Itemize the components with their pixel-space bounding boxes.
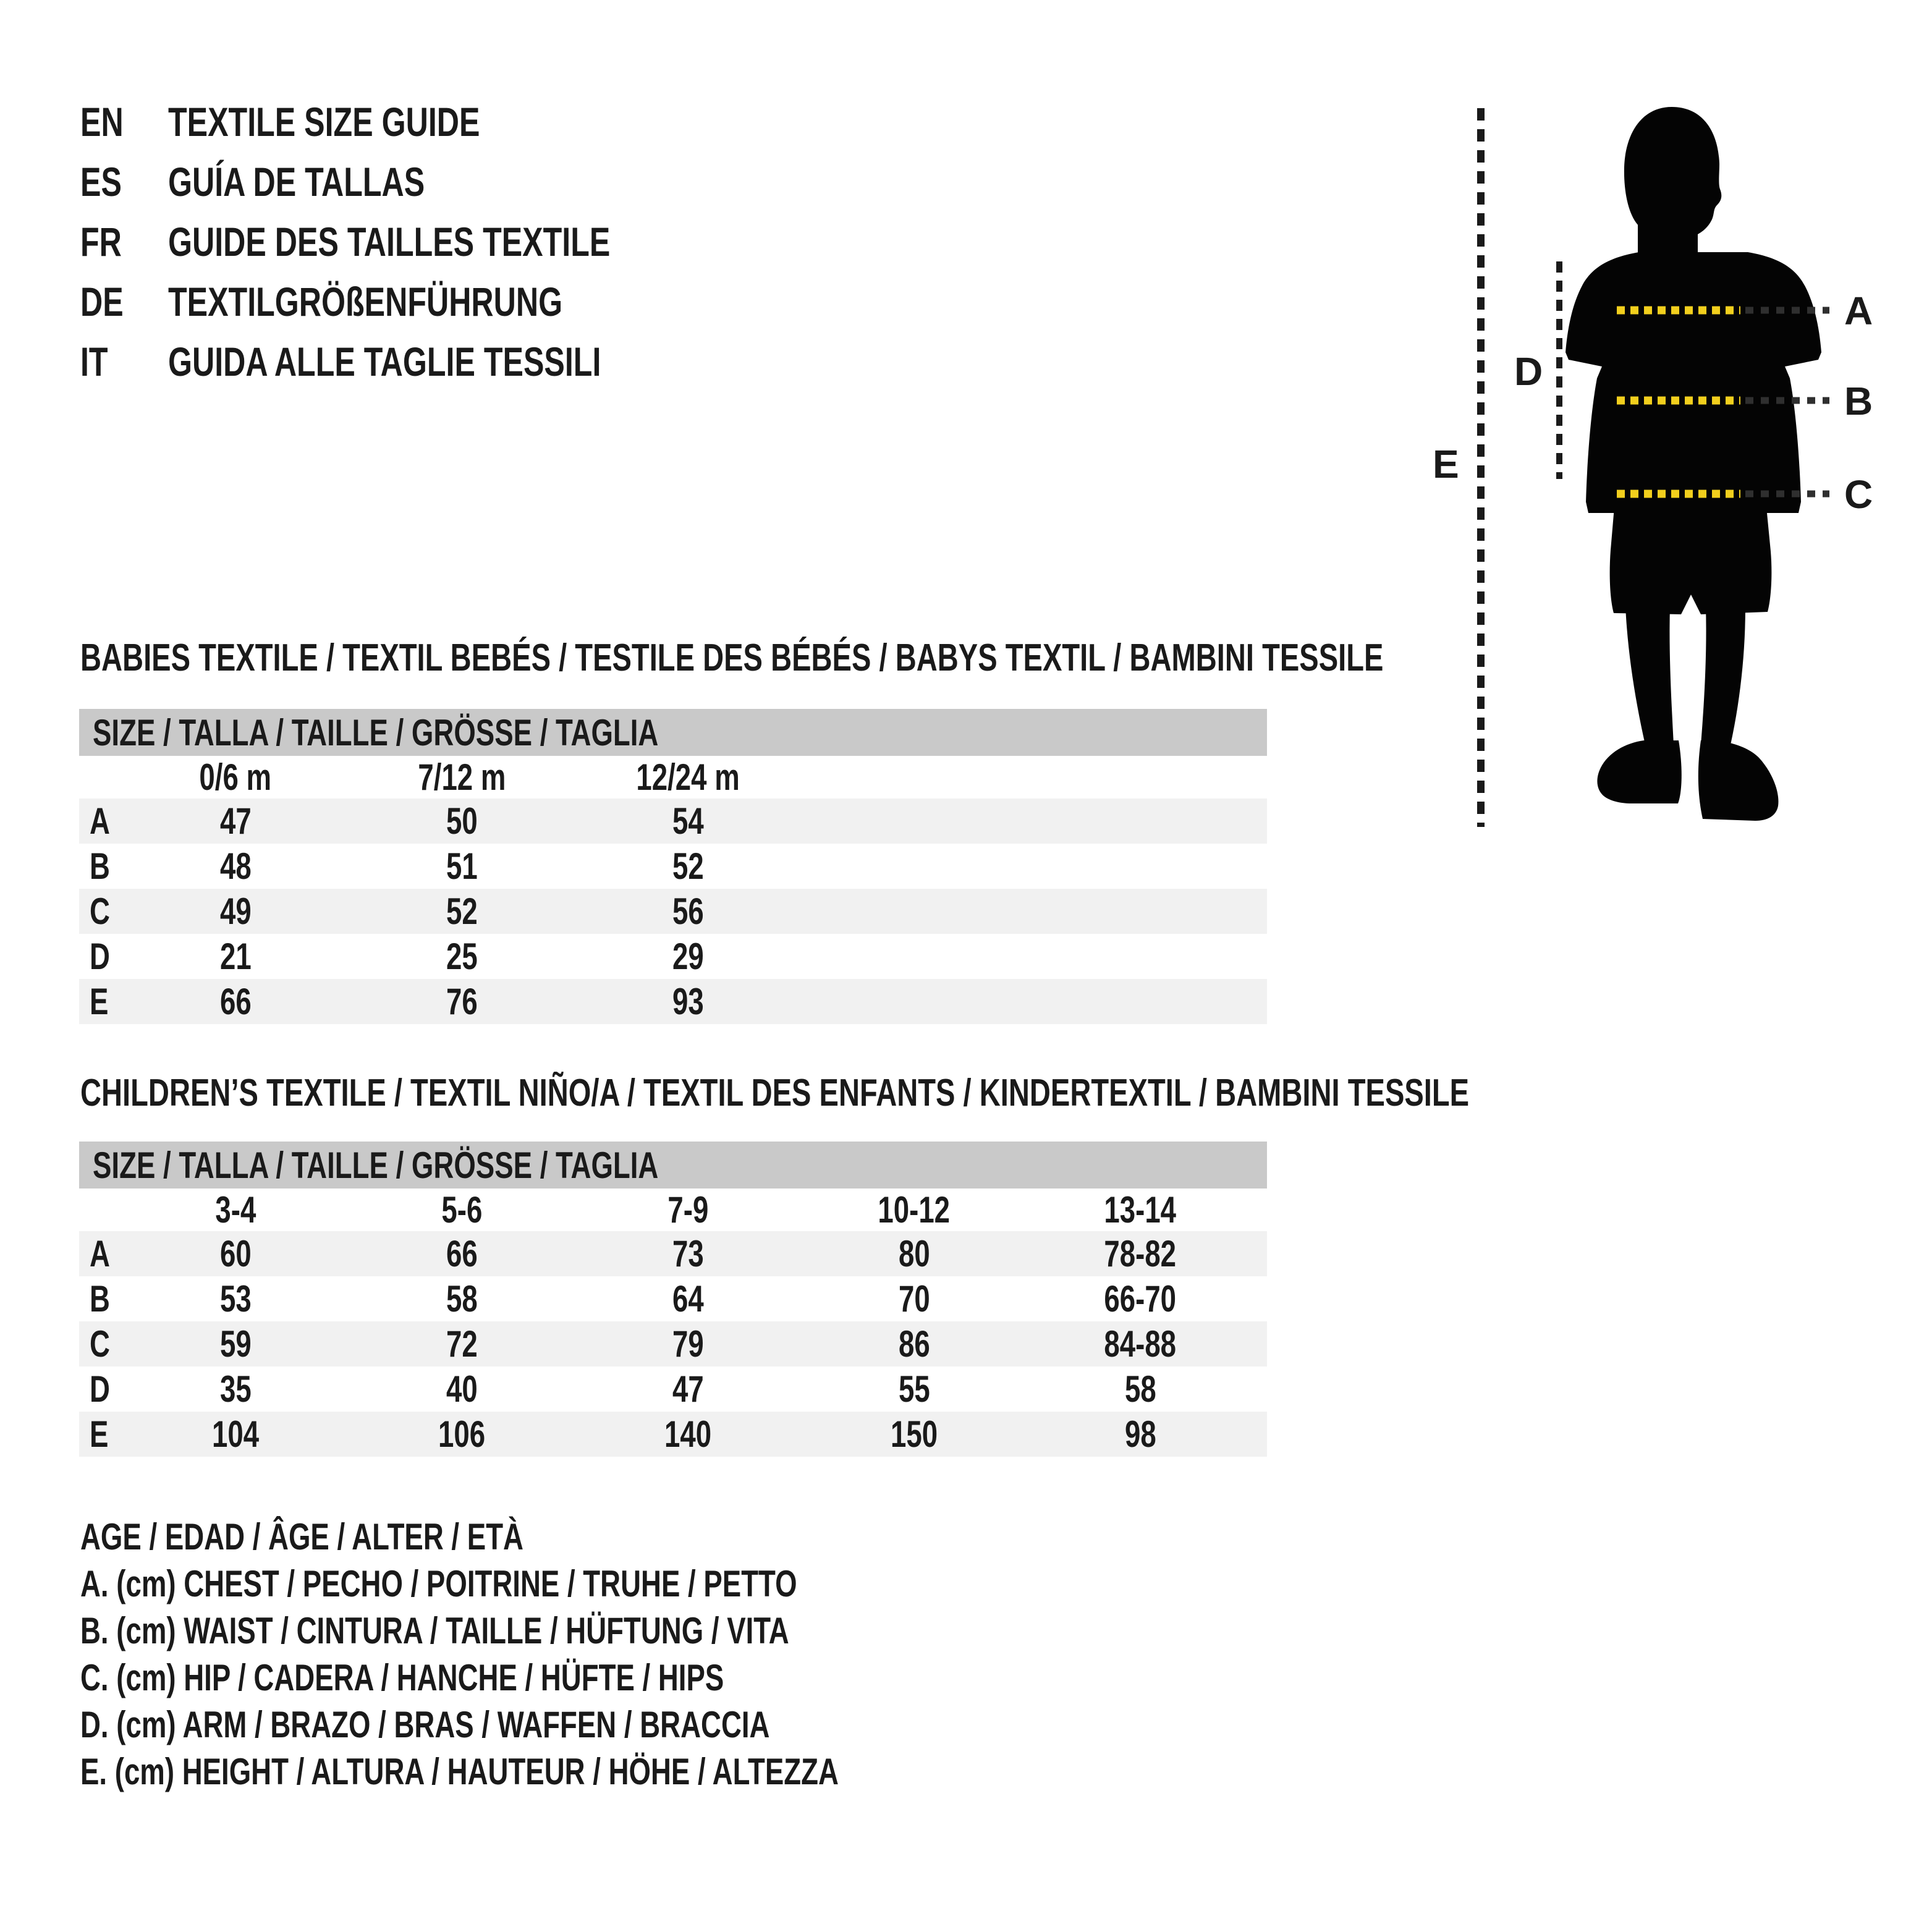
children-size-header-text: SIZE / TALLA / TAILLE / GRÖSSE / TAGLIA xyxy=(93,1144,659,1186)
table-cell xyxy=(801,1323,1027,1365)
table-cell-text: 66 xyxy=(446,1233,478,1274)
table-cell xyxy=(801,1368,1027,1410)
table-cell xyxy=(575,1277,801,1320)
language-code-fr: FR xyxy=(80,218,122,265)
row-label-text: E xyxy=(90,981,109,1022)
legend-height-text: E. (cm) HEIGHT / ALTURA / HAUTEUR / HÖHE / ALTEZZA xyxy=(80,1750,839,1792)
row-label xyxy=(79,1413,122,1455)
legend-age-line xyxy=(80,1513,1078,1560)
row-label xyxy=(79,980,122,1023)
table-cell-text: 76 xyxy=(446,981,478,1022)
guide-title-de: TEXTILGRÖßENFÜHRUNG xyxy=(168,278,563,324)
language-code-es: ES xyxy=(80,158,122,205)
table-cell xyxy=(1027,1368,1253,1410)
table-cell-text: 79 xyxy=(672,1323,704,1365)
guide-title-en: TEXTILE SIZE GUIDE xyxy=(168,98,480,145)
figure-label-b: B xyxy=(1844,379,1873,423)
guide-title-es: GUÍA DE TALLAS xyxy=(168,158,425,205)
table-cell-text: 66 xyxy=(219,981,252,1022)
children-column-header-text: 10-12 xyxy=(878,1188,951,1231)
table-cell xyxy=(122,800,349,842)
table-cell xyxy=(575,1413,801,1455)
table-cell-text: 80 xyxy=(898,1233,930,1274)
table-cell-text: 54 xyxy=(672,800,704,842)
silhouette-left-shoe xyxy=(1597,740,1681,803)
language-row-it xyxy=(80,331,750,391)
table-cell xyxy=(349,1413,575,1455)
children-column-header-text: 13-14 xyxy=(1104,1188,1177,1231)
table-cell-text: 25 xyxy=(446,936,478,977)
silhouette-head xyxy=(1624,107,1721,238)
table-cell-text: 72 xyxy=(446,1323,478,1365)
silhouette-shorts xyxy=(1610,507,1772,614)
children-column-header-text: 7-9 xyxy=(667,1188,708,1231)
table-cell-text: 104 xyxy=(211,1413,260,1455)
children-section-title-text: CHILDREN’S TEXTILE / TEXTIL NIÑO/A / TEXTIL DES ENFANTS / KINDERTEXTIL / BAMBINI TESSILE xyxy=(80,1072,1470,1114)
guide-title-fr: GUIDE DES TAILLES TEXTILE xyxy=(168,218,611,265)
table-cell xyxy=(575,890,801,933)
babies-section-title-text: BABIES TEXTILE / TEXTIL BEBÉS / TESTILE DES BÉBÉS / BABYS TEXTIL / BAMBINI TESSILE xyxy=(80,637,1384,679)
table-cell-text: 56 xyxy=(672,891,704,932)
table-cell xyxy=(349,935,575,978)
table-cell-text: 150 xyxy=(890,1413,938,1455)
children-section-title xyxy=(80,1074,1908,1112)
table-cell xyxy=(1027,1323,1253,1365)
row-label-text: B xyxy=(90,1278,110,1320)
legend-age-text: AGE / EDAD / ÂGE / ALTER / ETÀ xyxy=(80,1515,523,1557)
legend-waist-text: B. (cm) WAIST / CINTURA / TAILLE / HÜFTUNG / VITA xyxy=(80,1609,789,1651)
child-silhouette xyxy=(1566,107,1821,821)
table-cell-text: 86 xyxy=(898,1323,930,1365)
table-cell xyxy=(349,1323,575,1365)
table-cell-text: 84-88 xyxy=(1104,1323,1177,1365)
table-cell xyxy=(349,800,575,842)
table-cell xyxy=(349,845,575,888)
children-column-header-text: 3-4 xyxy=(215,1188,256,1231)
row-label-text: E xyxy=(90,1413,109,1455)
figure-label-c: C xyxy=(1844,472,1873,517)
table-cell-text: 106 xyxy=(438,1413,486,1455)
children-column-header xyxy=(801,1188,1027,1231)
language-row-fr xyxy=(80,211,750,271)
table-row xyxy=(79,1412,1267,1457)
table-cell-text: 140 xyxy=(664,1413,712,1455)
table-cell-text: 40 xyxy=(446,1368,478,1410)
children-size-header-band xyxy=(79,1142,1267,1188)
table-cell xyxy=(575,1368,801,1410)
table-cell xyxy=(122,1368,349,1410)
table-cell xyxy=(122,1413,349,1455)
figure-label-e: E xyxy=(1433,442,1459,486)
table-row xyxy=(79,934,1267,979)
table-cell xyxy=(801,1277,1027,1320)
table-cell xyxy=(575,980,801,1023)
table-cell xyxy=(122,890,349,933)
table-cell xyxy=(575,1323,801,1365)
table-cell xyxy=(122,935,349,978)
table-cell-text: 21 xyxy=(219,936,252,977)
row-label xyxy=(79,845,122,888)
row-label-text: B xyxy=(90,845,110,887)
table-cell-text: 60 xyxy=(219,1233,252,1274)
row-label xyxy=(79,1232,122,1275)
table-cell-text: 73 xyxy=(672,1233,704,1274)
row-label xyxy=(79,1277,122,1320)
table-cell xyxy=(1027,1413,1253,1455)
table-cell-text: 55 xyxy=(898,1368,930,1410)
row-label-text: C xyxy=(90,891,110,932)
language-row-en xyxy=(80,91,750,151)
figure-label-d: D xyxy=(1514,349,1543,394)
table-cell xyxy=(349,890,575,933)
row-label xyxy=(79,1368,122,1410)
children-table-header-row xyxy=(79,1188,1267,1231)
legend-height-line xyxy=(80,1748,1078,1795)
table-cell xyxy=(349,1277,575,1320)
babies-size-table xyxy=(79,755,1267,1024)
table-cell-text: 52 xyxy=(446,891,478,932)
table-cell-text: 47 xyxy=(219,800,252,842)
table-row xyxy=(79,799,1267,844)
children-column-header xyxy=(122,1188,349,1231)
legend-arm-line xyxy=(80,1701,1078,1748)
legend-waist-line xyxy=(80,1607,1078,1654)
table-cell xyxy=(575,1232,801,1275)
table-cell-text: 58 xyxy=(1124,1368,1156,1410)
table-cell-text: 35 xyxy=(219,1368,252,1410)
table-cell-text: 70 xyxy=(898,1278,930,1320)
table-cell-text: 48 xyxy=(219,845,252,887)
table-cell xyxy=(801,1413,1027,1455)
row-label xyxy=(79,935,122,978)
children-column-header xyxy=(1027,1188,1253,1231)
table-cell-text: 50 xyxy=(446,800,478,842)
table-cell xyxy=(575,935,801,978)
language-row-es xyxy=(80,151,750,211)
babies-table-header-row xyxy=(79,755,1267,799)
babies-size-header-band xyxy=(79,709,1267,756)
table-cell-text: 47 xyxy=(672,1368,704,1410)
table-row xyxy=(79,844,1267,889)
silhouette-right-shoe xyxy=(1698,740,1779,821)
table-row xyxy=(79,1231,1267,1276)
children-size-table xyxy=(79,1188,1267,1457)
babies-size-header-text: SIZE / TALLA / TAILLE / GRÖSSE / TAGLIA xyxy=(93,711,659,753)
babies-column-header xyxy=(122,756,349,799)
babies-section-title xyxy=(80,639,1795,677)
table-cell-text: 52 xyxy=(672,845,704,887)
table-cell xyxy=(122,1323,349,1365)
table-row xyxy=(79,1321,1267,1366)
silhouette-shirt xyxy=(1566,252,1821,513)
row-label-text: D xyxy=(90,936,110,977)
row-label xyxy=(79,1323,122,1365)
table-cell-text: 59 xyxy=(219,1323,252,1365)
legend-chest-text: A. (cm) CHEST / PECHO / POITRINE / TRUHE / PETTO xyxy=(80,1562,797,1604)
babies-column-header xyxy=(575,756,801,799)
table-row xyxy=(79,1366,1267,1412)
table-cell xyxy=(1027,1232,1253,1275)
children-column-header-text: 5-6 xyxy=(441,1188,482,1231)
table-cell xyxy=(122,1277,349,1320)
children-column-header xyxy=(575,1188,801,1231)
table-cell-text: 53 xyxy=(219,1278,252,1320)
row-label-text: D xyxy=(90,1368,110,1410)
language-code-it: IT xyxy=(80,338,108,384)
table-cell-text: 64 xyxy=(672,1278,704,1320)
legend-chest-line xyxy=(80,1560,1078,1607)
table-cell xyxy=(122,980,349,1023)
child-measurement-figure xyxy=(1421,74,1891,871)
table-cell xyxy=(122,1232,349,1275)
row-label-text: A xyxy=(90,800,110,842)
babies-column-header-text: 7/12 m xyxy=(418,756,506,798)
table-cell-text: 66-70 xyxy=(1104,1278,1177,1320)
row-label xyxy=(79,800,122,842)
language-row-de xyxy=(80,271,750,331)
table-cell xyxy=(1027,1277,1253,1320)
table-cell-text: 78-82 xyxy=(1104,1233,1177,1274)
table-cell xyxy=(575,800,801,842)
babies-column-header xyxy=(349,756,575,799)
table-cell-text: 98 xyxy=(1124,1413,1156,1455)
babies-column-header-text: 0/6 m xyxy=(199,756,272,798)
language-title-list xyxy=(80,91,750,391)
table-cell-text: 93 xyxy=(672,981,704,1022)
language-code-de: DE xyxy=(80,278,124,324)
table-cell-text: 49 xyxy=(219,891,252,932)
legend-arm-text: D. (cm) ARM / BRAZO / BRAS / WAFFEN / BRACCIA xyxy=(80,1703,770,1745)
legend-hip-line xyxy=(80,1654,1078,1701)
children-column-header xyxy=(349,1188,575,1231)
figure-label-a: A xyxy=(1844,289,1873,333)
table-cell xyxy=(349,1232,575,1275)
table-row xyxy=(79,889,1267,934)
table-cell-text: 29 xyxy=(672,936,704,977)
table-row xyxy=(79,979,1267,1024)
table-cell-text: 51 xyxy=(446,845,478,887)
babies-column-header-text: 12/24 m xyxy=(636,756,740,798)
row-label-text: A xyxy=(90,1233,110,1274)
legend-hip-text: C. (cm) HIP / CADERA / HANCHE / HÜFTE / HIPS xyxy=(80,1656,724,1698)
guide-title-it: GUIDA ALLE TAGLIE TESSILI xyxy=(168,338,601,384)
table-cell xyxy=(349,1368,575,1410)
language-code-en: EN xyxy=(80,98,124,145)
table-cell xyxy=(122,845,349,888)
table-cell xyxy=(801,1232,1027,1275)
row-label-text: C xyxy=(90,1323,110,1365)
table-cell xyxy=(575,845,801,888)
table-row xyxy=(79,1276,1267,1321)
row-label xyxy=(79,890,122,933)
measurement-legend xyxy=(80,1513,1078,1795)
table-cell-text: 58 xyxy=(446,1278,478,1320)
table-cell xyxy=(349,980,575,1023)
